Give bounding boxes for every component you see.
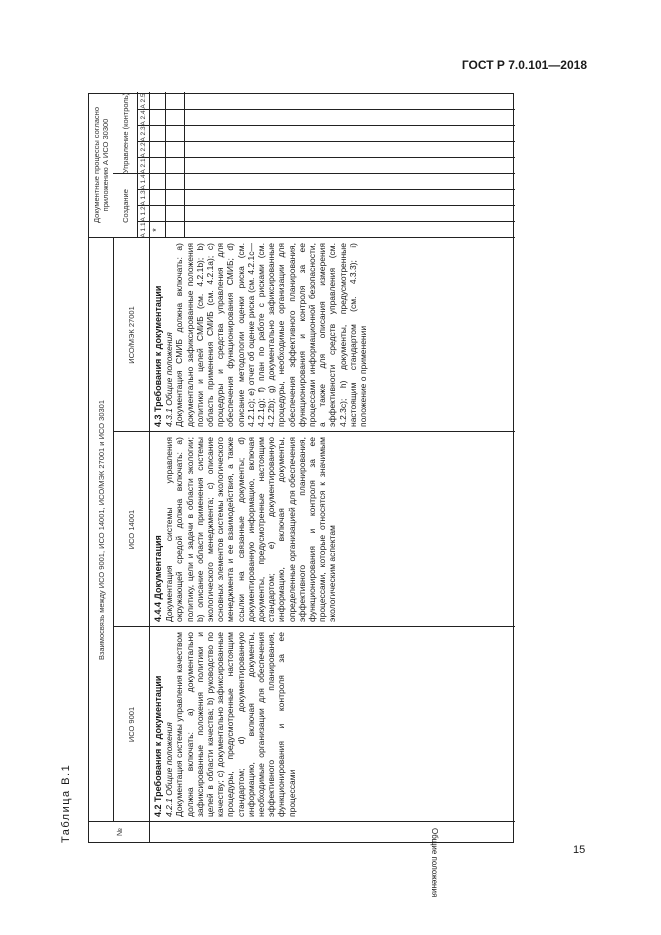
header-control: Управление (контроль) — [120, 92, 130, 174]
process-code: А 1.4 — [139, 174, 147, 190]
iso27001-title: 4.3 Требования к документации — [153, 285, 163, 427]
process-code: А 2.2 — [139, 142, 147, 158]
process-mark: * — [151, 228, 161, 232]
iso27001-requirements — [149, 238, 515, 432]
iso14001-requirements — [149, 432, 515, 627]
iso9001-title: 4.2 Требования к документации — [153, 675, 163, 817]
iso9001-subtitle: 4.2.1 Общие положения — [164, 722, 175, 817]
header-iso27001: ИСО/МЭК 27001 — [126, 306, 136, 364]
iso27001-subtitle: 4.3.1 Общие положения — [164, 332, 175, 427]
header-iso14001: ИСО 14001 — [126, 509, 136, 550]
header-processes: Документные процессы согласно приложению А ИСО 30300 — [92, 107, 110, 224]
iso14001-body: Документация системы управления окружающей средой должна включать: а) политику, цели и задачи в области экологии; b) описание области применения системы экологического менеджмента; с) описание основных элементов системы экологического менеджмента и ее взаимодействия, а также ссылки на связанные документы; d) документированную информацию, включая документы, предусмотренные настоящим стандартом; е) документированную информацию, включая документы, определенные организацией для обеспечения эффективного планирования, функционирования и контроля за ее процессами, которые относятся к значимым экологическим аспектам — [164, 437, 338, 622]
iso9001-body: Документация системы управления качеством должна включать: а) документально зафиксированные положения политики и целей в области качества; b) руководство по качеству; с) документально зафиксированные процедуры, предусмотренные настоящим стандартом; d) документированную информацию, включая документы, необходимые организации для обеспечения эффективного планирования, функционирования и контроля за ее процессами — [174, 632, 297, 817]
document-code: ГОСТ Р 7.0.101—2018 — [461, 58, 587, 72]
process-code: А 1.2 — [139, 206, 147, 222]
page-number: 15 — [573, 844, 586, 856]
header-creation: Создание — [120, 189, 130, 223]
header-number: № — [114, 827, 124, 837]
table-caption: Таблица В.1 — [60, 763, 72, 843]
header-iso9001: ИСО 9001 — [126, 706, 136, 743]
iso27001-body: Документация СМИБ должна включать: а) документально зафиксированные положения политики и целей СМИБ (см. 4.2.1b); b) область применения СМИБ (см. 4.2.1а); с) процедуры и средства управления для обеспечения функционирования СМИБ; d) описание методологии оценки риска (см. 4.2.1с); е) отчет об оценке риска (см. 4.2.1с—4.2.1g); f) план по работе с рисками (см. 4.2.2b); g) документально зафиксированные процедуры, необходимые организации для обеспечения эффективного планирования, функционирования и контроля за ее процессами информационной безопасности, а также для описания измерения эффективности средств управления (см. 4.2.3с); h) документы, предусмотренные настоящим стандартом (см. 4.3.3); i) положение о применении — [174, 243, 369, 427]
process-code: А 2.1 — [139, 158, 147, 174]
table-b1 — [88, 92, 514, 898]
header-relation: Взаимосвязь между ИСО 9001, ИСО 14001, ИСО/МЭК 27001 и ИСО 30301 — [96, 400, 106, 661]
iso9001-requirements — [149, 627, 515, 822]
row-section-cell — [149, 822, 515, 898]
process-code: А 2.4 — [139, 110, 147, 126]
process-code: А 2.5 — [139, 93, 147, 109]
iso14001-title: 4.4.4 Документация — [153, 535, 163, 622]
process-code: А 2.3 — [139, 126, 147, 142]
section-label: Общие положения — [430, 828, 439, 898]
rotated-table-page — [60, 92, 530, 898]
process-code: А 1.3 — [139, 190, 147, 206]
process-code: А 1.1 — [139, 222, 147, 238]
